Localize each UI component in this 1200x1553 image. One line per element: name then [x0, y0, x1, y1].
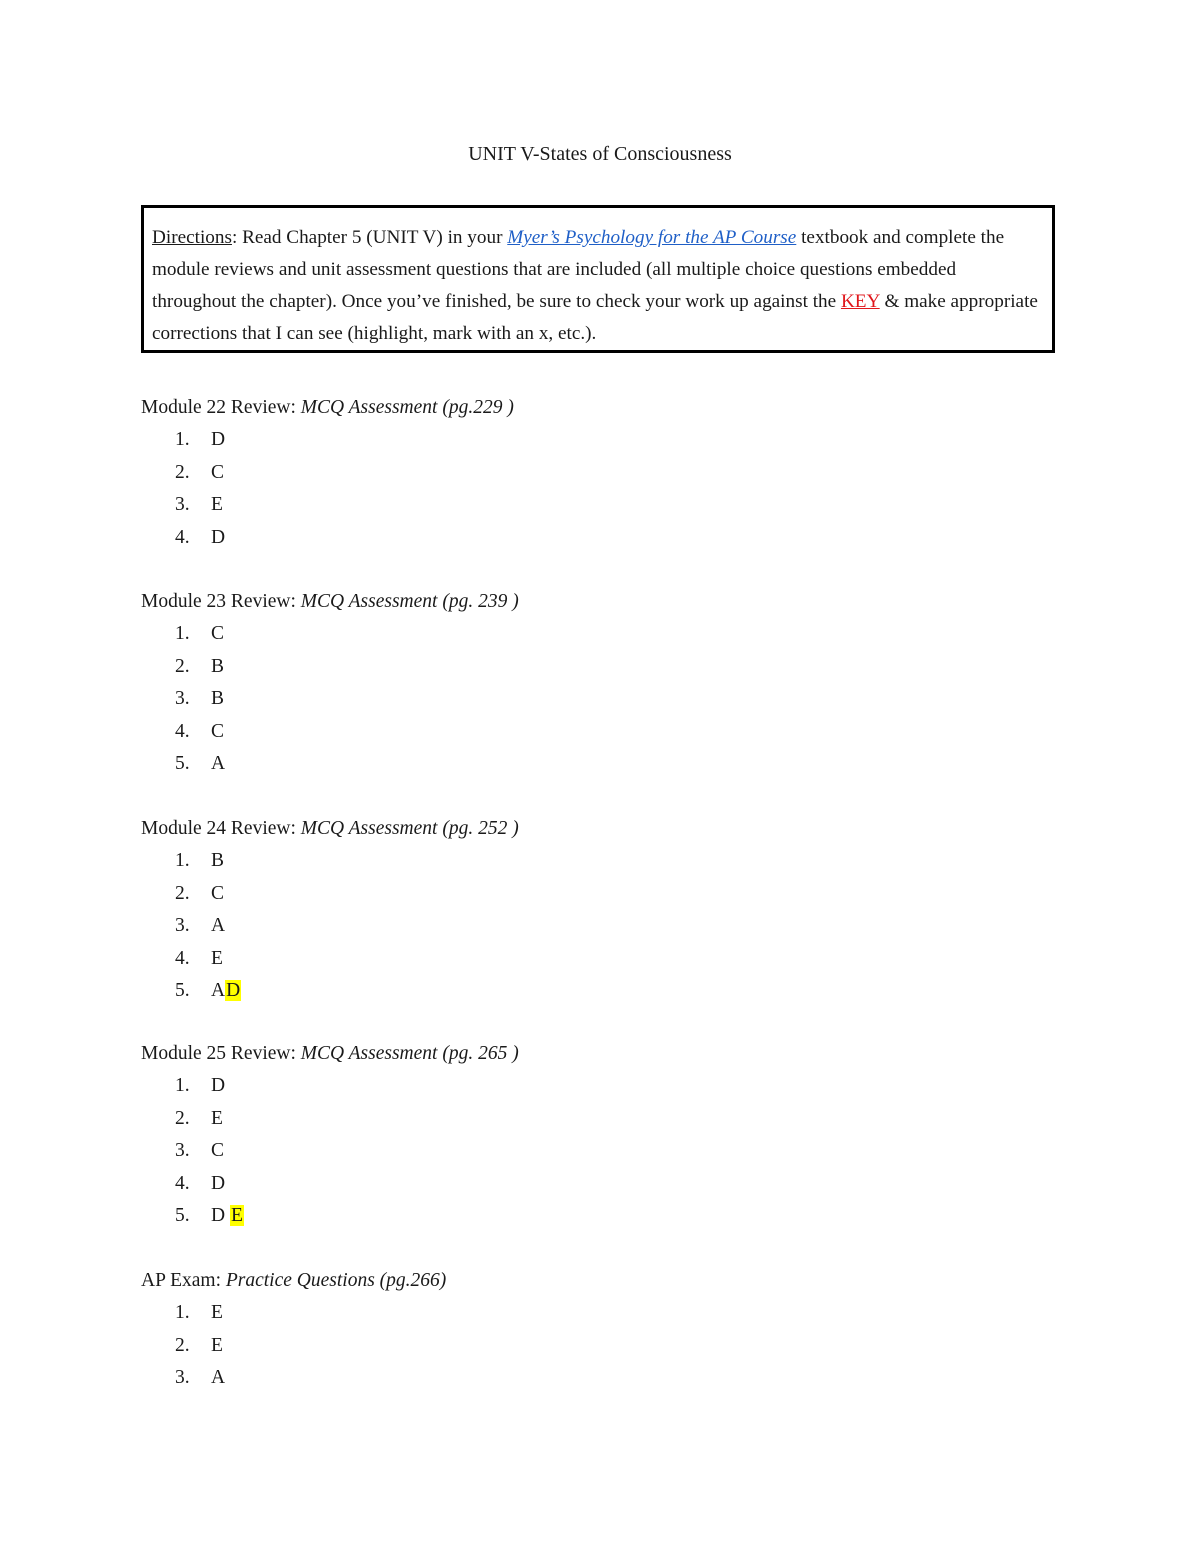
answer-number: 3. — [175, 688, 190, 709]
answer-item — [141, 1297, 446, 1330]
answer-value: C — [211, 1140, 225, 1161]
answer-value: C — [211, 461, 225, 483]
answer-number: 4. — [175, 1172, 190, 1194]
answer-item — [141, 975, 519, 1008]
answer-value: E — [211, 494, 223, 515]
answer-item — [141, 1070, 519, 1103]
section-title-italic: Practice Questions (pg.266) — [225, 1270, 447, 1291]
answer-number: 3. — [175, 494, 190, 515]
section-title — [141, 392, 514, 424]
answer-value: A — [211, 915, 226, 936]
answer-number: 4. — [175, 947, 190, 969]
textbook-link[interactable]: Myer’s Psychology for the AP Course — [507, 227, 797, 248]
answer-number: 1. — [175, 429, 190, 450]
directions-text-1: : Read Chapter 5 (UNIT V) in your — [231, 227, 508, 248]
answer-number: 4. — [175, 526, 190, 548]
answer-value: C — [211, 882, 225, 904]
answer-number: 1. — [175, 850, 190, 871]
answer-number: 4. — [175, 720, 190, 742]
answer-list — [141, 618, 519, 781]
answer-item — [141, 424, 514, 457]
answer-item — [141, 910, 519, 943]
section-title-plain: Module 24 Review: — [141, 818, 301, 839]
section-title-italic: MCQ Assessment (pg. 265 ) — [300, 1043, 519, 1064]
section-title-plain: AP Exam: — [141, 1270, 226, 1291]
document-title: UNIT V-States of Consciousness — [468, 143, 732, 165]
answer-value: B — [211, 688, 225, 709]
section-title-plain: Module 23 Review: — [141, 591, 301, 612]
answer-value: A — [211, 1367, 226, 1388]
answer-item — [141, 1103, 519, 1136]
key-link[interactable]: KEY — [840, 291, 880, 312]
section-title-plain: Module 25 Review: — [141, 1043, 301, 1064]
answer-number: 3. — [175, 1367, 190, 1388]
answer-value: B — [211, 850, 225, 871]
answer-value: D — [211, 1075, 226, 1096]
answer-list — [141, 1070, 519, 1233]
answer-item — [141, 489, 514, 522]
answer-number: 5. — [175, 980, 190, 1001]
answer-item — [141, 878, 519, 911]
directions-text-3: & make appropriate corrections that I can see (highlight, mark with an x, etc.). — [152, 291, 1038, 344]
answer-value-with-correction — [211, 975, 241, 1008]
answer-item — [141, 1135, 519, 1168]
answer-value: D — [211, 1205, 230, 1226]
highlighted-correction: D — [226, 980, 241, 1001]
answer-item — [141, 1330, 446, 1363]
answer-value-with-correction — [211, 1200, 244, 1233]
answer-list — [141, 1297, 446, 1395]
section-title — [141, 1265, 446, 1297]
answer-number: 3. — [175, 1140, 190, 1161]
answer-number: 5. — [175, 1205, 190, 1226]
answer-value: D — [211, 429, 226, 450]
answer-value: D — [211, 526, 226, 548]
section-title — [141, 1038, 519, 1070]
answer-number: 2. — [175, 461, 190, 483]
answer-item — [141, 1200, 519, 1233]
directions-label: Directions — [152, 227, 232, 248]
directions-text-2: textbook and complete the module reviews and unit assessment questions that are included (all multiple choice questions embedded throughout the chapter). Once you’ve finished, be sure to check your work up against the — [152, 227, 1005, 312]
answer-number: 3. — [175, 915, 190, 936]
section-title-italic: MCQ Assessment (pg. 252 ) — [300, 818, 519, 839]
section-module-24 — [141, 813, 519, 1008]
answer-value: E — [211, 1302, 223, 1323]
answer-value: A — [211, 753, 226, 774]
answer-value: D — [211, 1172, 226, 1194]
answer-number: 2. — [175, 1107, 190, 1129]
section-title-plain: Module 22 Review: — [141, 397, 301, 418]
section-module-23 — [141, 586, 519, 781]
directions-box — [141, 205, 1055, 353]
answer-value: A — [211, 980, 226, 1001]
section-title — [141, 813, 519, 845]
answer-value: E — [211, 947, 223, 969]
answer-item — [141, 651, 519, 684]
answer-item — [141, 716, 519, 749]
section-title-italic: MCQ Assessment (pg. 239 ) — [300, 591, 519, 612]
section-ap-exam — [141, 1265, 446, 1395]
answer-item — [141, 943, 519, 976]
section-module-22 — [141, 392, 514, 554]
answer-value: C — [211, 720, 225, 742]
section-module-25 — [141, 1038, 519, 1233]
answer-item — [141, 1168, 519, 1201]
answer-value: C — [211, 623, 225, 644]
answer-item — [141, 845, 519, 878]
answer-list — [141, 424, 514, 554]
answer-number: 5. — [175, 753, 190, 774]
answer-value: E — [211, 1334, 223, 1356]
answer-number: 1. — [175, 1075, 190, 1096]
answer-value: E — [211, 1107, 223, 1129]
answer-list — [141, 845, 519, 1008]
answer-item — [141, 522, 514, 555]
answer-number: 1. — [175, 1302, 190, 1323]
highlighted-correction: E — [230, 1205, 243, 1226]
answer-item — [141, 748, 519, 781]
answer-item — [141, 1362, 446, 1395]
answer-item — [141, 457, 514, 490]
answer-number: 2. — [175, 655, 190, 677]
answer-item — [141, 683, 519, 716]
answer-number: 2. — [175, 882, 190, 904]
answer-item — [141, 618, 519, 651]
answer-number: 2. — [175, 1334, 190, 1356]
section-title-italic: MCQ Assessment (pg.229 ) — [300, 397, 514, 418]
answer-number: 1. — [175, 623, 190, 644]
section-title — [141, 586, 519, 618]
answer-value: B — [211, 655, 225, 677]
